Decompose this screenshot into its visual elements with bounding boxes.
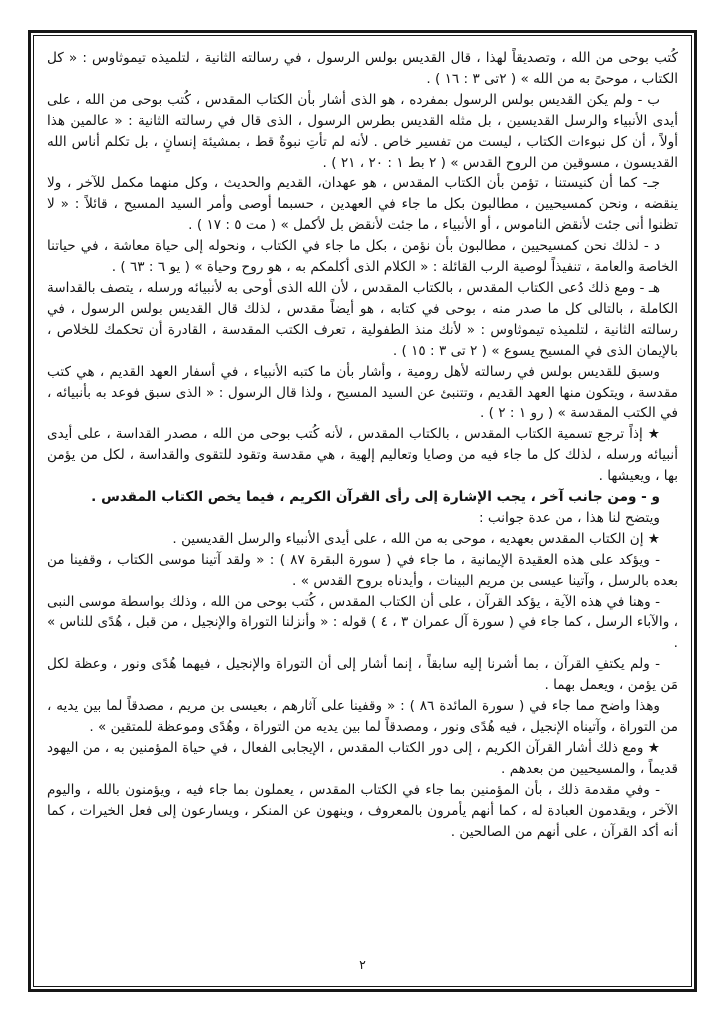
paragraph: وسبق للقديس بولس في رسالته لأهل رومية ، وأشار بأن ما كتبه الأنبياء ، في أسفار العهد القديم ، هي كتب مقدسة ، ويتكون منها العهد القديم ، وتتنبئ عن السيد المسيح ، ولذا قال الرسول : « الذى سبق فوعد به بأنبيائه ، في الكتب المقدسة » ( رو ١ : ٢ ) .: [47, 363, 678, 422]
page-border-inner: [33, 35, 692, 987]
paragraph: - وفي مقدمة ذلك ، بأن المؤمنين بما جاء في الكتاب المقدس ، يعملون بما جاء فيه ، ويؤمنون بالله ، واليوم الآخر ، ويقدمون العبادة له ، كما أنهم يأمرون بالمعروف ، وينهون عن المنكر ، ويسارعون إلى فعل الخيرات ، كما أنه أكد القرآن ، على أنهم من الصالحين .: [47, 781, 678, 840]
paragraph: - ولم يكتفِ القرآن ، بما أشرنا إليه سابقاً ، إنما أشار إلى أن التوراة والإنجيل ، فيهما هُدًى ونور ، وعظة لكل مَن يؤمن ، ويعمل بهما .: [47, 656, 678, 694]
page-border-outer: [28, 30, 697, 992]
paragraph: ويتضح لنا هذا ، من عدة جوانب :: [478, 509, 660, 526]
paragraph: كُتب بوحى من الله ، وتصديقاً لهذا ، قال القديس بولس الرسول ، في رسالته الثانية ، لتلميذه تيموثاوس : « كل الكتاب ، موحىً به من الله » ( ٢تى ٣ : ١٦ ) .: [47, 50, 678, 87]
page-number: ٢: [359, 957, 366, 972]
paragraph: ★ إذاً ترجع تسمية الكتاب المقدس ، بالكتاب المقدس ، لأنه كُتب بوحى من الله ، مصدر القداسة ، على أيدى أنبيائه ورسله ، لذلك كل ما جاء فيه من وصايا وتعاليم إلهية ، هي مقدسة وتقود للتقوى والقداسة ، لكل من يؤمن بها ، ويعيشها .: [47, 426, 678, 485]
paragraph: ★ إن الكتاب المقدس بعهديه ، موحى به من الله ، على أيدى الأنبياء والرسل القديسين .: [172, 530, 660, 547]
paragraph: هـ - ومع ذلك دُعى الكتاب المقدس ، بالكتاب المقدس ، لأن الله الذى أوحى به لأنبيائه ورسله ، يتصف بالقداسة الكاملة ، بالتالى كل ما صدر منه ، بوحى في كتابه ، هو أيضاً مقدس ، لذلك قال القديس بولس الرسول ، في رسالته الثانية ، لتلميذه تيموثاوس : « لأنك منذ الطفولية ، تعرف الكتب المقدسة ، القادرة أن تحكمك للخلاص ، بالإيمان الذى في المسيح يسوع » ( ٢ تى ٣ : ١٥ ) .: [47, 279, 678, 359]
document-body: [47, 48, 678, 954]
paragraph: د - لذلك نحن كمسيحيين ، مطالبون بأن نؤمن ، بكل ما جاء في الكتاب ، ونحوله إلى حياة معاشة ، في حياتنا الخاصة والعامة ، تنفيذاً لوصية الرب القائلة : « الكلام الذى أكلمكم به ، هو روح وحياة » ( يو ٦ : ٦٣ ) .: [47, 238, 678, 276]
paragraph: - وهنا في هذه الآية ، يؤكد القرآن ، على أن الكتاب المقدس ، كُتب بوحى من الله ، وذلك بواسطة موسى النبى ، والآباء الرسل ، كما جاء في ( سورة آل عمران ٣ ، ٤ ) قوله : « وأنزلنا التوراة والإنجيل ، من قبل ، هُدًى للناس » .: [47, 593, 678, 652]
paragraph: جـ- كما أن كنيستنا ، تؤمن بأن الكتاب المقدس ، هو عهدان، القديم والحديث ، وكل منهما مكمل للآخر ، ولا ينقضه ، ونحن كمسيحيين ، مطالبون بكل ما جاء في العهدين ، حسبما أوصى وأمر السيد المسيح ، قائلاً : « لا تظنوا أنى جئت لأنقض الناموس ، أو الأنبياء ، ما جئت لأنقض بل لأكمل » ( مت ٥ : ١٧ ) .: [47, 175, 678, 234]
paragraph: و - ومن جانب آخر ، يجب الإشارة إلى رأى القرآن الكريم ، فيما يخص الكتاب المقدس .: [91, 489, 660, 506]
paragraph: ب - ولم يكن القديس بولس الرسول بمفرده ، هو الذى أشار بأن الكتاب المقدس ، كُتب بوحى من الله ، على أيدى الأنبياء والرسل القديسين ، بل مثله القديس بطرس الرسول ، الذى قال في رسالته الثانية : « عالمين هذا أولاً ، أن كل نبوءات الكتاب ، ليست من تفسير خاص . لأنه لم تأتِ نبوةٌ قط ، بمشيئة إنسانٍ ، بل تكلم أناس الله القديسون ، مسوقين من الروح القدس » ( ٢ بط ١ : ٢٠ ، ٢١ ) .: [47, 91, 678, 171]
paragraph: - ويؤكد على هذه العقيدة الإيمانية ، ما جاء في ( سورة البقرة ٨٧ ) : « ولقد آتينا موسى الكتاب ، وقفينا من بعده بالرسل ، وآتينا عيسى بن مريم البينات ، وأيدناه بروح القدس » .: [47, 551, 678, 589]
paragraph: ★ ومع ذلك أشار القرآن الكريم ، إلى دور الكتاب المقدس ، الإيجابى الفعال ، في حياة المؤمنين به ، من اليهود قديماً ، والمسيحيين من بعدهم .: [47, 739, 678, 777]
paragraph: وهذا واضح مما جاء في ( سورة المائدة ٨٦ ) : « وقفينا على آثارهم ، بعيسى بن مريم ، مصدقاً لما بين يديه ، من التوراة ، وآتيناه الإنجيل ، فيه هُدًى ونور ، ومصدقاً لما بين يديه من التوراة ، وهُدًى وموعظة للمتقين » .: [47, 698, 678, 735]
